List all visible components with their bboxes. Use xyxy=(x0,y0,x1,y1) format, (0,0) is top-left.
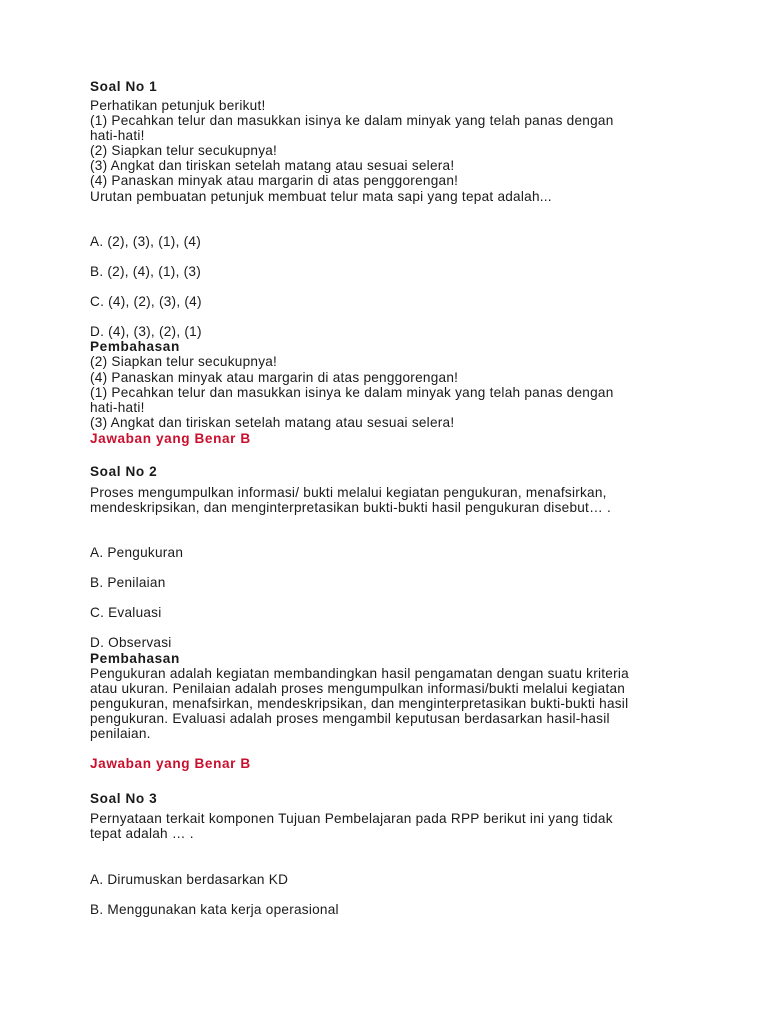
q2-pembahasan-label: Pembahasan xyxy=(90,651,180,666)
q2-pembahasan-line: pengukuran. Evaluasi adalah proses mengambil keputusan berdasarkan hasil-hasil xyxy=(90,711,610,726)
q1-line: Perhatikan petunjuk berikut! xyxy=(90,98,266,113)
q1-pembahasan-line: hati-hati! xyxy=(90,400,145,415)
q2-pembahasan-line: Pengukuran adalah kegiatan membandingkan hasil pengamatan dengan suatu kriteria xyxy=(90,666,629,681)
q2-option-d: D. Observasi xyxy=(90,635,172,650)
q1-line: Urutan pembuatan petunjuk membuat telur mata sapi yang tepat adalah... xyxy=(90,189,552,204)
q3-option-b: B. Menggunakan kata kerja operasional xyxy=(90,902,339,917)
q1-line: hati-hati! xyxy=(90,128,145,143)
q1-line: (4) Panaskan minyak atau margarin di atas penggorengan! xyxy=(90,173,459,188)
q2-option-b: B. Penilaian xyxy=(90,575,166,590)
q2-line: mendeskripsikan, dan menginterpretasikan bukti-bukti hasil pengukuran disebut… . xyxy=(90,500,611,515)
q3-option-a: A. Dirumuskan berdasarkan KD xyxy=(90,872,289,887)
q2-pembahasan-line: pengukuran, menafsirkan, mendeskripsikan, dan menginterpretasikan bukti-bukti hasil xyxy=(90,696,629,711)
q1-line: (2) Siapkan telur secukupnya! xyxy=(90,143,278,158)
q2-option-a: A. Pengukuran xyxy=(90,545,184,560)
q1-line: (3) Angkat dan tiriskan setelah matang atau sesuai selera! xyxy=(90,158,455,173)
q2-line: Proses mengumpulkan informasi/ bukti melalui kegiatan pengukuran, menafsirkan, xyxy=(90,485,607,500)
q1-option-b: B. (2), (4), (1), (3) xyxy=(90,264,201,279)
q1-pembahasan-label: Pembahasan xyxy=(90,339,180,354)
q1-line: (1) Pecahkan telur dan masukkan isinya ke dalam minyak yang telah panas dengan xyxy=(90,113,614,128)
q1-option-a: A. (2), (3), (1), (4) xyxy=(90,234,201,249)
q3-line: Pernyataan terkait komponen Tujuan Pembelajaran pada RPP berikut ini yang tidak xyxy=(90,811,613,826)
q1-option-c: C. (4), (2), (3), (4) xyxy=(90,294,202,309)
q1-option-d: D. (4), (3), (2), (1) xyxy=(90,324,202,339)
q2-option-c: C. Evaluasi xyxy=(90,605,162,620)
q1-answer: Jawaban yang Benar B xyxy=(90,431,251,446)
q2-title: Soal No 2 xyxy=(90,464,158,479)
q1-pembahasan-line: (3) Angkat dan tiriskan setelah matang atau sesuai selera! xyxy=(90,415,455,430)
q1-pembahasan-line: (4) Panaskan minyak atau margarin di atas penggorengan! xyxy=(90,370,459,385)
q1-title: Soal No 1 xyxy=(90,79,158,94)
q2-pembahasan-line: atau ukuran. Penilaian adalah proses mengumpulkan informasi/bukti melalui kegiatan xyxy=(90,681,626,696)
q1-pembahasan-line: (2) Siapkan telur secukupnya! xyxy=(90,354,278,369)
q2-pembahasan-line: penilaian. xyxy=(90,726,151,741)
q2-answer: Jawaban yang Benar B xyxy=(90,756,251,771)
q3-line: tepat adalah … . xyxy=(90,826,194,841)
q1-pembahasan-line: (1) Pecahkan telur dan masukkan isinya ke dalam minyak yang telah panas dengan xyxy=(90,385,614,400)
q3-title: Soal No 3 xyxy=(90,791,158,806)
